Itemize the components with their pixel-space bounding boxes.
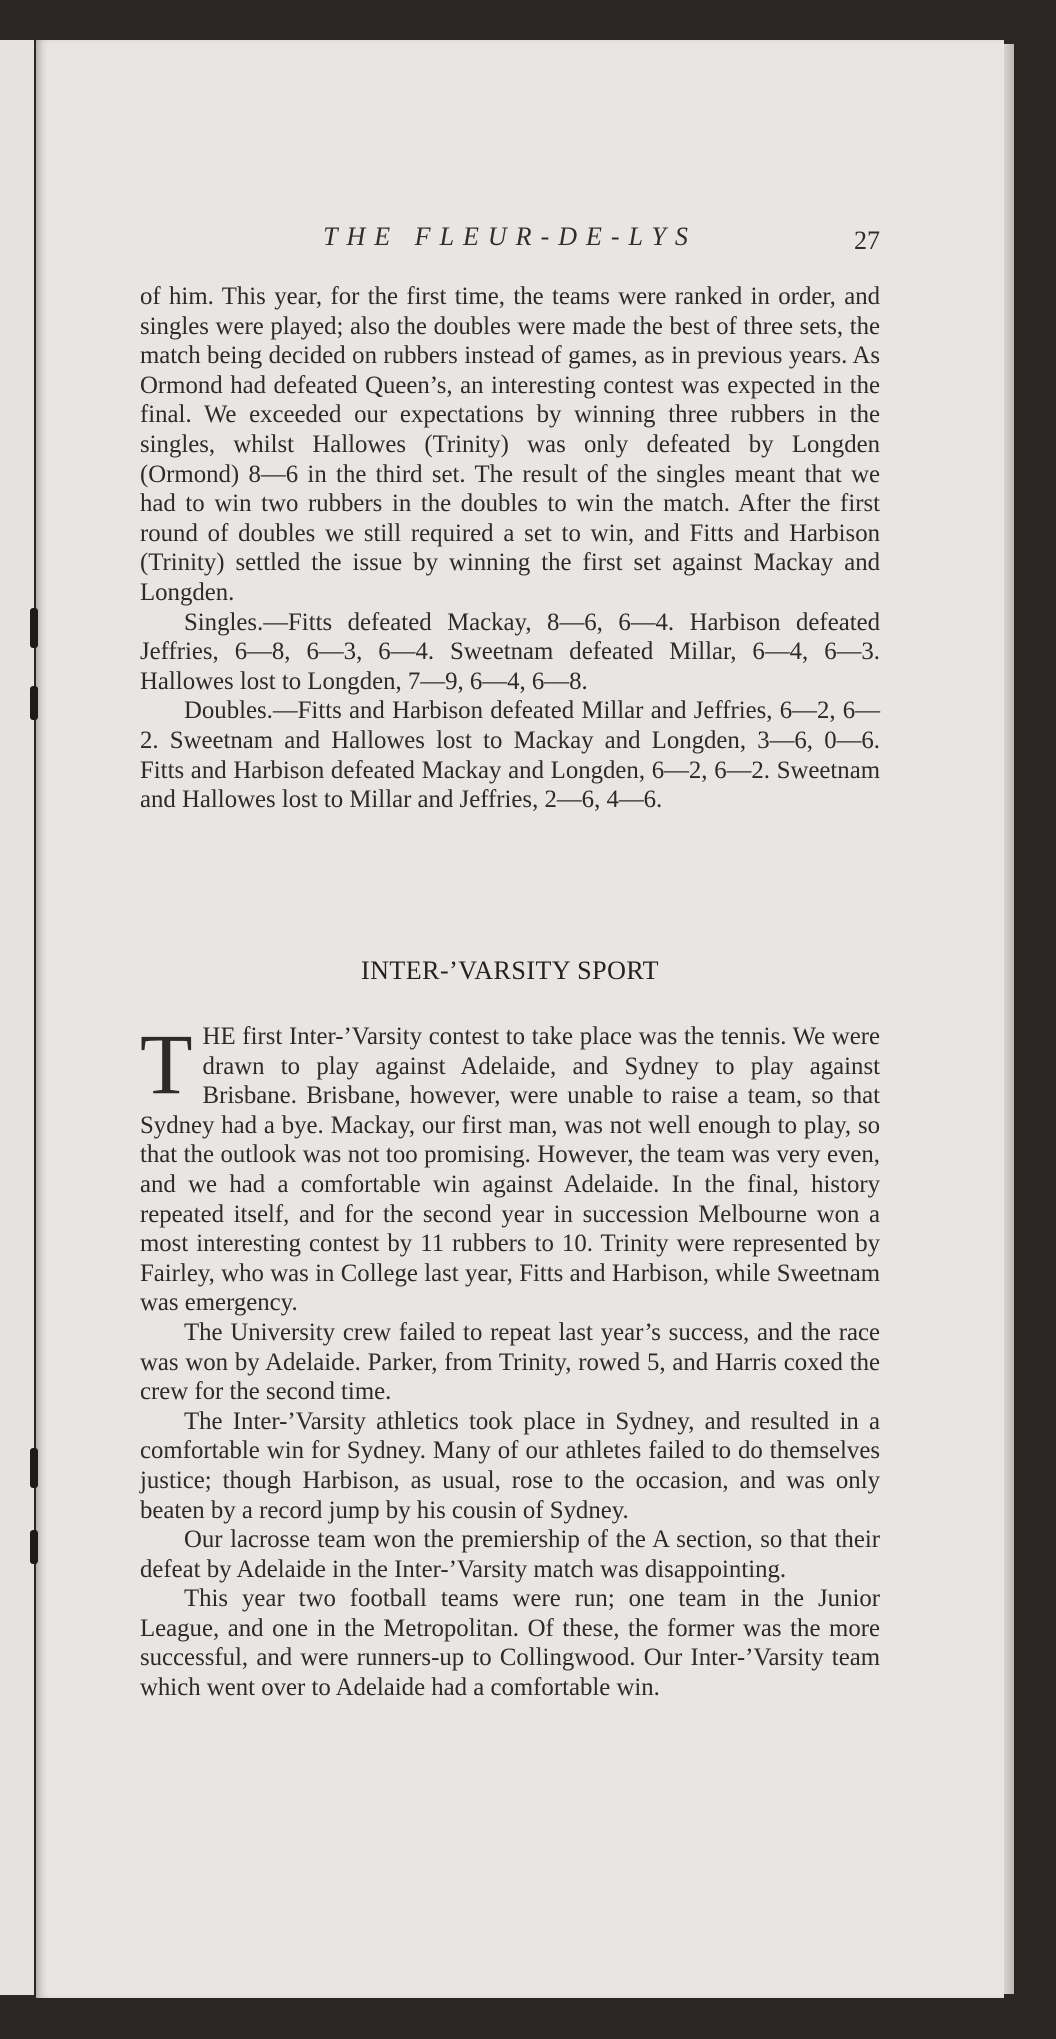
binding-mark [30, 1448, 38, 1488]
paragraph-doubles: Doubles.—Fitts and Harbison defeated Millar and Jeffries, 6—2, 6—2. Sweetnam and Hallowes lost to Mackay and Longden, 3—6, 0—6. Fitts and Harbison defeated Mackay and Longden, 6—2, 6—2. Sweetnam and Hallowes lost to Millar and Jeffries, 2—6, 4—6. [140, 697, 880, 814]
paragraph-first [140, 1016, 880, 1318]
binding-mark [30, 686, 38, 720]
paragraph-athletics: The Inter-’Varsity athletics took place in Sydney, and resulted in a comfortable win for Sydney. Many of our athletes failed to do themselves justice; though Harbison, as usual, rose to the occasion, and was only beaten by a record jump by his cousin of Sydney. [140, 1407, 880, 1524]
binding-mark [30, 1530, 38, 1564]
left-page-leaf [0, 40, 34, 1995]
intervarsity-article [140, 1016, 880, 1703]
paragraph-singles: Singles.—Fitts defeated Mackay, 8—6, 6—4. Harbison defeated Jeffries, 6—8, 6—3, 6—4. Sweetnam defeated Millar, 6—4, 6—3. Hallowes lost to Longden, 7—9, 6—4, 6—8. [140, 608, 880, 695]
paragraph: of him. This year, for the first time, the teams were ranked in order, and singles were played; also the doubles were made the best of three sets, the match being decided on rubbers instead of games, as in previous years. As Ormond had defeated Queen’s, an interesting contest was expected in the final. We exceeded our expectations by winning three rubbers in the singles, whilst Hallowes (Trinity) was only defeated by Longden (Ormond) 8—6 in the third set. The result of the singles meant that we had to win two rubbers in the doubles to win the match. After the first round of doubles we still required a set to win, and Fitts and Harbison (Trinity) settled the issue by winning the first set against Mackay and Longden. [140, 283, 880, 606]
paragraph-first-text: HE first Inter-’Varsity contest to take place was the tennis. We were drawn to play against Adelaide, and Sydney to play against Brisbane. Brisbane, however, were unable to raise a team, so that Sydney had a bye. Mackay, our first man, was not well enough to play, so that the outlook was not too promising. However, the team was very even, and we had a comfortable win against Adelaide. In the final, history repeated itself, and for the second year in succession Melbourne won a most interesting contest by 11 rubbers to 10. Trinity were represented by Fairley, who was in College last year, Fitts and Harbison, while Sweetnam was emergency. [140, 1023, 880, 1317]
running-header [140, 222, 880, 262]
paragraph-football: This year two football teams were run; one team in the Junior League, and one in the Metropolitan. Of these, the former was the more successful, and were runners-up to Collingwood. Our Inter-’Varsity team which went over to Adelaide had a comfortable win. [140, 1585, 880, 1702]
page-edge [1004, 44, 1014, 1994]
paragraph-rowing: The University crew failed to repeat last year’s success, and the race was won by Adelaide. Parker, from Trinity, rowed 5, and Harris coxed the crew for the second time. [140, 1318, 880, 1406]
page-number: 27 [854, 226, 880, 255]
tennis-report [140, 282, 880, 815]
binding-mark [30, 608, 38, 648]
drop-cap: T [140, 1016, 193, 1112]
paragraph-lacrosse: Our lacrosse team won the premiership of the A section, so that their defeat by Adelaide in the Inter-’Varsity match was disappointing. [140, 1526, 880, 1583]
section-heading: INTER-’VARSITY SPORT [360, 956, 660, 985]
running-title: THE FLEUR-DE-LYS [323, 222, 697, 251]
